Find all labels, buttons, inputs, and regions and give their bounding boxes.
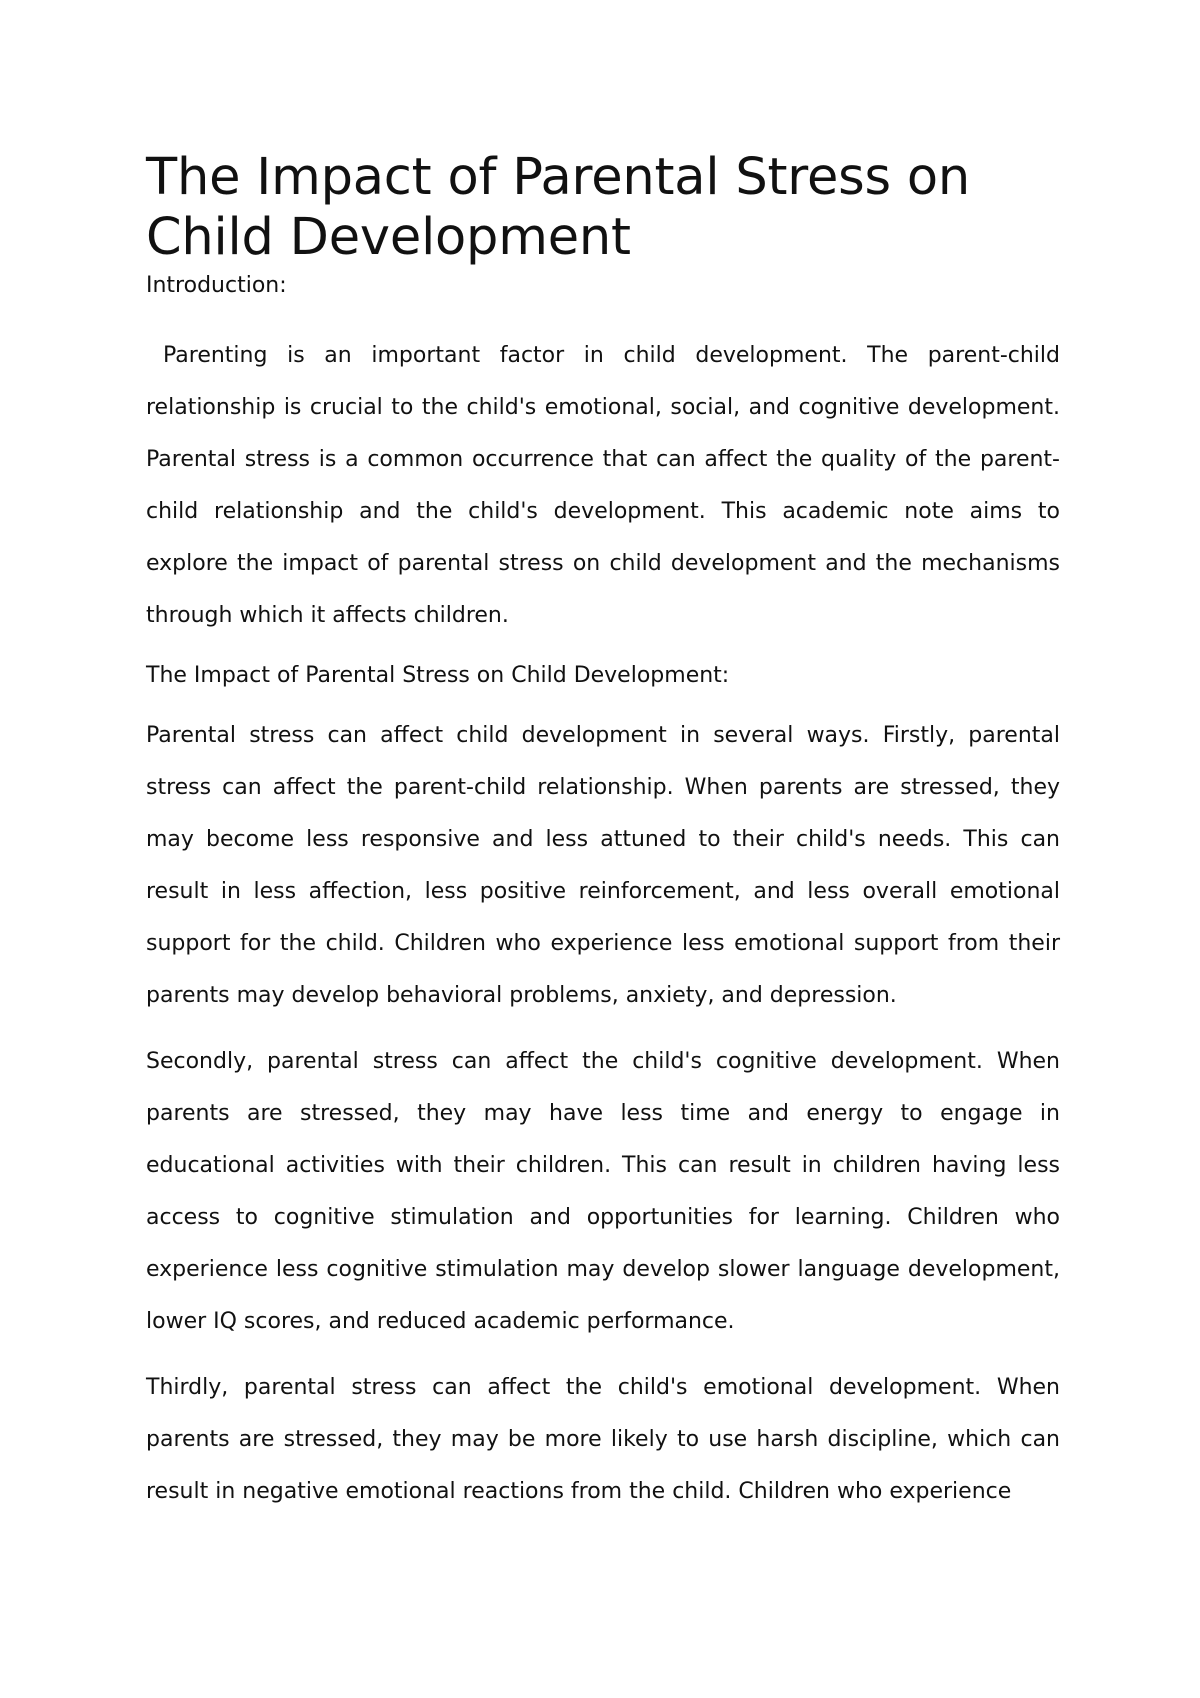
document-title: The Impact of Parental Stress on Child Development (146, 148, 970, 267)
body-paragraph-1: Parental stress can affect child development in several ways. Firstly, parental stress can affect the parent-child relationship. When parents are stressed, they may become less responsive and less attuned to their child's needs. This can result in less affection, less positive reinforcement, and less overall emotional support for the child. Children who experience less emotional support from their parents may develop behavioral problems, anxiety, and depression. (146, 723, 1060, 1008)
body-paragraph-2: Secondly, parental stress can affect the child's cognitive development. When parents are stressed, they may have less time and energy to engage in educational activities with their children. This can result in children having less access to cognitive stimulation and opportunities for learning. Children who experience less cognitive stimulation may develop slower language development, lower IQ scores, and reduced academic performance. (146, 1049, 1060, 1334)
introduction-label: Introduction: (146, 273, 287, 298)
body-paragraph-3: Thirdly, parental stress can affect the child's emotional development. When parents are stressed, they may be more likely to use harsh discipline, which can result in negative emotional reactions from the child. Children who experience (146, 1375, 1060, 1504)
section-heading: The Impact of Parental Stress on Child Development: (146, 663, 730, 688)
introduction-paragraph: Parenting is an important factor in child development. The parent-child relationship is crucial to the child's emotional, social, and cognitive development. Parental stress is a common occurrence that can affect the quality of the parent-child relationship and the child's development. This academic note aims to explore the impact of parental stress on child development and the mechanisms through which it affects children. (146, 343, 1060, 628)
document-body (146, 148, 1060, 1518)
